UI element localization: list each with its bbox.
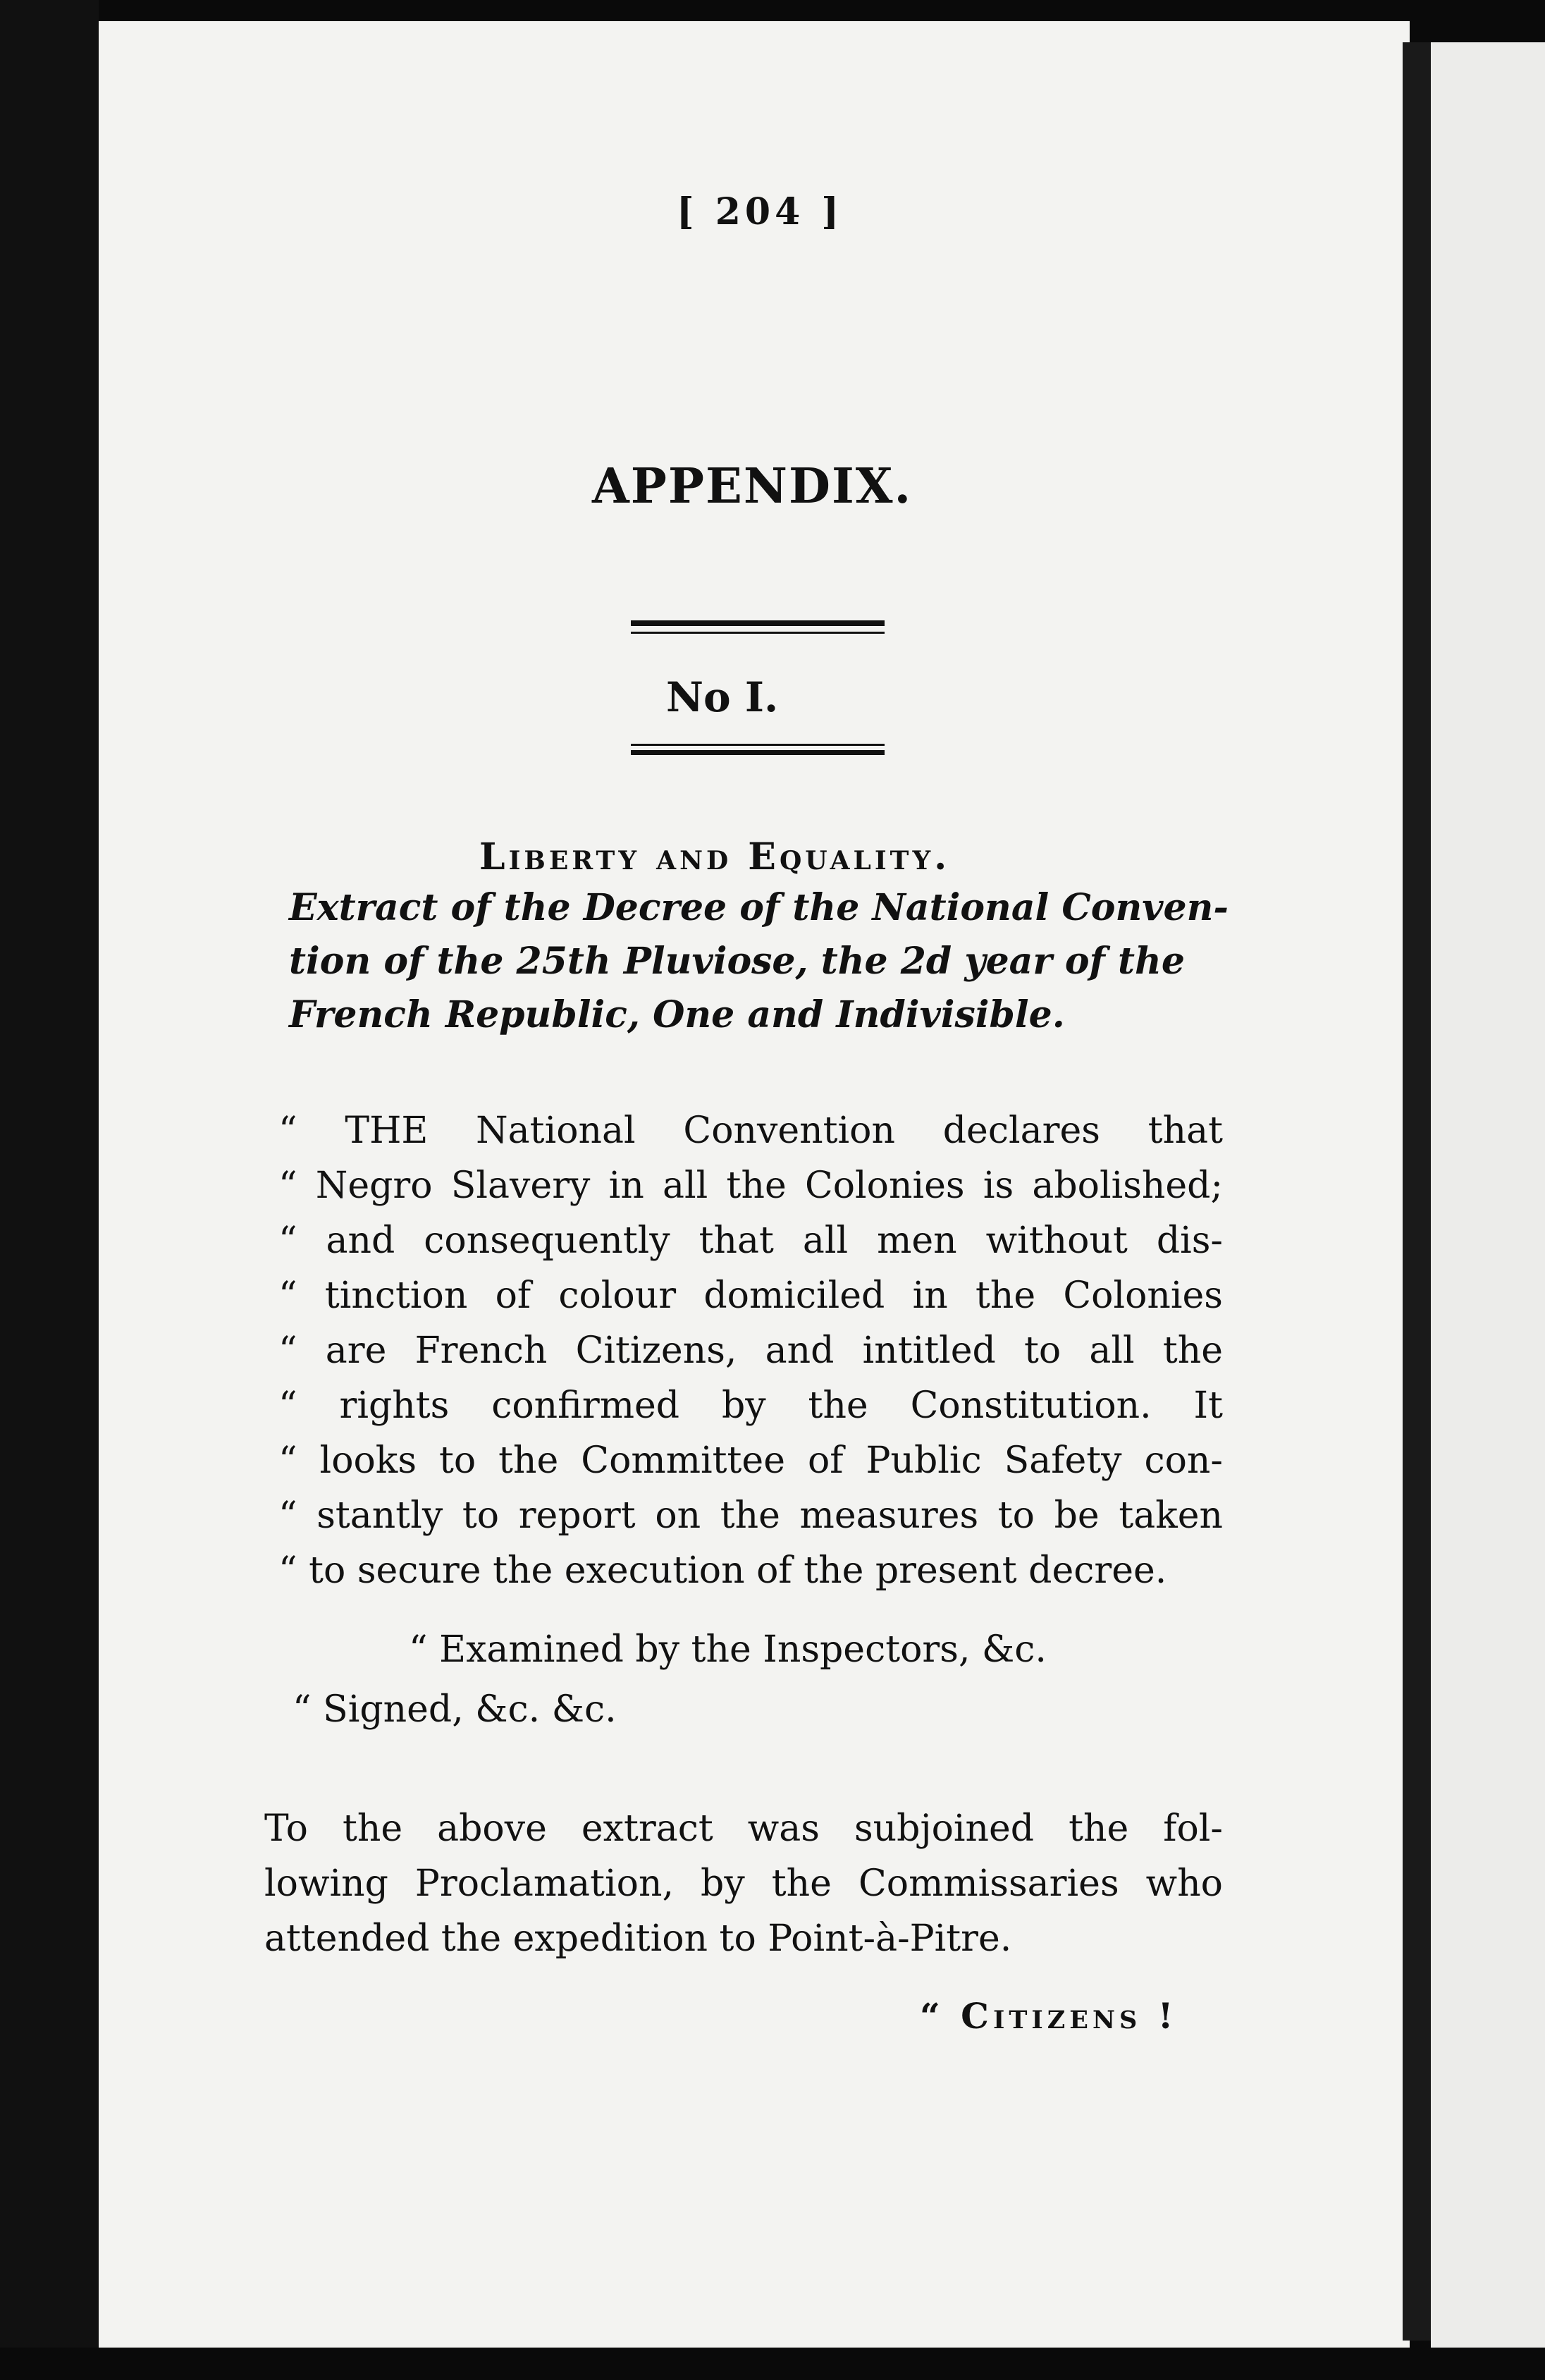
book-gutter <box>1403 42 1431 2341</box>
double-rule-bottom-2 <box>631 750 885 755</box>
paragraph-line: attended the expedition to Point-à-Pitre. <box>264 1918 1012 1960</box>
closing-salutation: “ Citizens ! <box>920 1995 1178 2037</box>
decree-line: “ looks to the Committee of Public Safety con- <box>278 1440 1223 1482</box>
extract-title <box>289 881 1229 1042</box>
decree-line: “ and consequently that all men without dis- <box>278 1220 1223 1262</box>
extract-line: tion of the 25th Pluviose, the 2d year of the <box>289 940 1185 983</box>
decree-line: “ are French Citizens, and intitled to all the <box>278 1330 1223 1372</box>
extract-line: French Republic, One and Indivisible. <box>289 993 1065 1036</box>
signed-line: “ Signed, &c. &c. <box>293 1688 617 1731</box>
double-rule-bottom-1 <box>631 744 885 746</box>
extract-line: Extract of the Decree of the National Conven- <box>289 886 1229 929</box>
examined-line: “ Examined by the Inspectors, &c. <box>409 1628 1047 1671</box>
decree-line: “ rights confirmed by the Constitution. It <box>278 1385 1223 1427</box>
double-rule-top-2 <box>631 632 885 634</box>
decree-line: “ Negro Slavery in all the Colonies is abolished; <box>278 1165 1223 1207</box>
proclamation-paragraph <box>264 1801 1223 1966</box>
page-number: [ 204 ] <box>677 190 843 233</box>
decree-line: “ to secure the execution of the present decree. <box>278 1550 1167 1592</box>
appendix-title: APPENDIX. <box>592 458 913 515</box>
section-heading: Liberty and Equality. <box>479 835 951 878</box>
section-number: No I. <box>666 673 779 721</box>
decree-text <box>278 1103 1223 1598</box>
double-rule-top-1 <box>631 620 885 626</box>
scan-bottom-border <box>0 2348 1545 2380</box>
facing-page-edge <box>1431 42 1545 2355</box>
decree-line: “ THE National Convention declares that <box>278 1110 1223 1152</box>
paragraph-line: To the above extract was subjoined the fol- <box>264 1808 1223 1850</box>
decree-line: “ stantly to report on the measures to be taken <box>278 1495 1223 1537</box>
scan-left-border <box>0 0 99 2380</box>
decree-line: “ tinction of colour domiciled in the Colonies <box>278 1275 1223 1317</box>
paragraph-line: lowing Proclamation, by the Commissaries who <box>264 1863 1223 1905</box>
